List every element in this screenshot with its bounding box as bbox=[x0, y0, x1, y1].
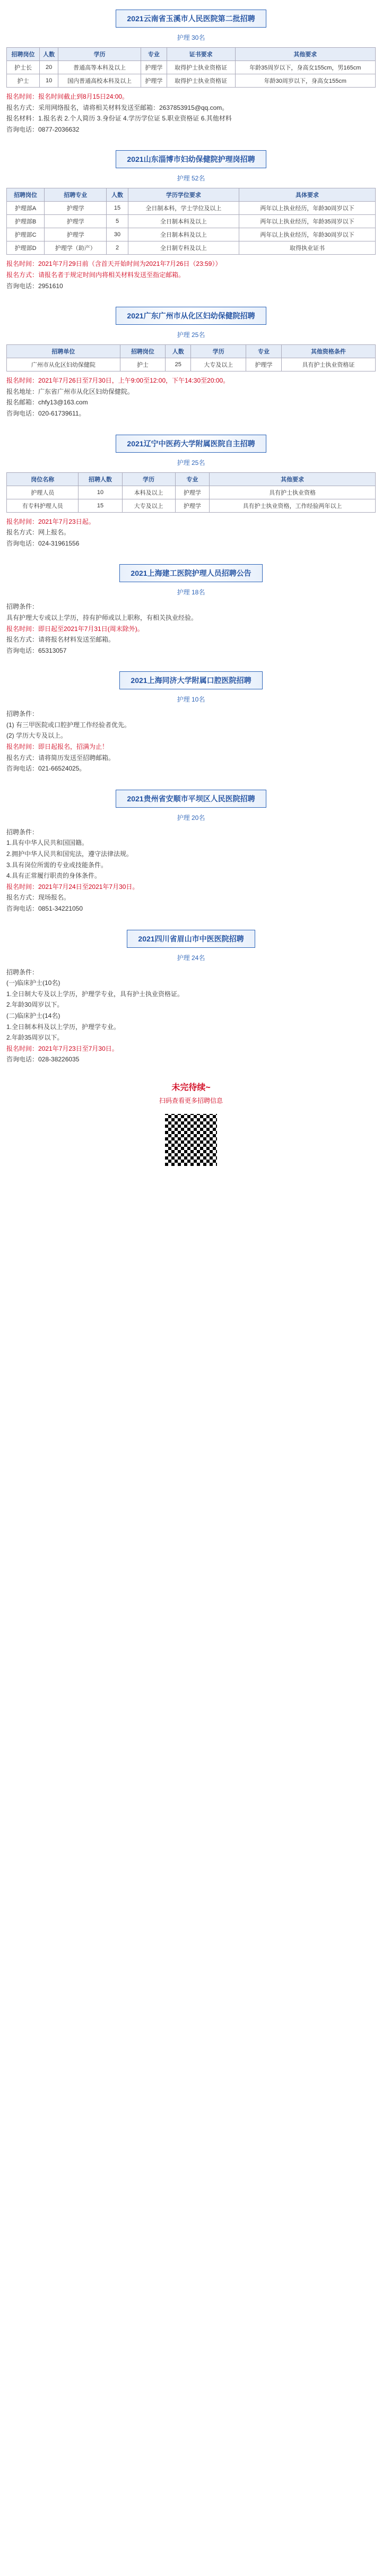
recruit-section bbox=[0, 141, 382, 297]
table-cell: 护理学 bbox=[45, 202, 107, 215]
section-title-wrap bbox=[6, 10, 376, 28]
table-cell: 护士 bbox=[7, 74, 40, 88]
info-line: 报名方式：现场报名。 bbox=[6, 894, 71, 902]
info-line: 报名时间：2021年7月26日至7月30日，上午9:00至12:00，下午14:30至20:00。 bbox=[6, 377, 230, 385]
table-row bbox=[7, 61, 376, 74]
info-line: 报名方式：请将报名材料发送至邮箱。 bbox=[6, 636, 115, 644]
info-line: 报名方式：请将简历发送至招聘邮箱。 bbox=[6, 754, 115, 762]
table-cell: 护理人员 bbox=[7, 486, 79, 499]
table-cell: 护理学 bbox=[45, 228, 107, 241]
table-cell: 15 bbox=[107, 202, 128, 215]
table-row bbox=[7, 228, 376, 241]
table-header: 专业 bbox=[246, 345, 282, 358]
table-cell: 国内普通高校本科及以上 bbox=[58, 74, 141, 88]
table-cell: 护理部B bbox=[7, 215, 45, 228]
info-line: 咨询电话：0877-2036632 bbox=[6, 125, 80, 133]
table-cell: 全日制本科及以上 bbox=[128, 215, 239, 228]
table-cell: 两年以上执业经历，年龄30周岁以下 bbox=[239, 202, 375, 215]
table-cell: 15 bbox=[79, 499, 122, 512]
table-cell: 25 bbox=[166, 358, 191, 371]
table-cell: 护理学 bbox=[246, 358, 282, 371]
info-line: 招聘条件： bbox=[6, 710, 39, 718]
section-title: 2021四川省眉山市中医医院招聘 bbox=[127, 930, 255, 948]
table-cell: 全日制本科及以上 bbox=[128, 228, 239, 241]
table-header: 学历 bbox=[191, 345, 246, 358]
info-line: 招聘条件： bbox=[6, 828, 39, 836]
table-row bbox=[7, 241, 376, 255]
table-cell: 两年以上执业经历，年龄30周岁以下 bbox=[239, 228, 375, 241]
section-title-wrap bbox=[6, 150, 376, 168]
table-cell: 具有护士执业资格 bbox=[210, 486, 376, 499]
footer bbox=[0, 1071, 382, 1196]
table-header: 人数 bbox=[40, 48, 58, 61]
info-line: 1.全日制大专及以上学历，护理学专业，具有护士执业资格证。 bbox=[6, 990, 184, 998]
info-line: 2.年龄35周岁以下。 bbox=[6, 1034, 64, 1042]
info-line: 报名时间：2021年7月24日至2021年7月30日。 bbox=[6, 883, 139, 891]
info-line: 2.年龄30周岁以下。 bbox=[6, 1001, 64, 1009]
recruit-table bbox=[6, 47, 376, 88]
table-header: 学历学位要求 bbox=[128, 188, 239, 202]
table-row bbox=[7, 202, 376, 215]
table-row bbox=[7, 486, 376, 499]
section-subtitle: 护理 52名 bbox=[177, 175, 205, 183]
info-line: 报名时间：即日起报名，招满为止！ bbox=[6, 743, 109, 751]
table-cell: 护理部D bbox=[7, 241, 45, 255]
table-header: 人数 bbox=[166, 345, 191, 358]
table-row bbox=[7, 358, 376, 371]
table-header: 岗位名称 bbox=[7, 472, 79, 486]
table-cell: 取得执业证书 bbox=[239, 241, 375, 255]
info-line: 咨询电话：021-66524025。 bbox=[6, 765, 86, 773]
info-line: 1.具有中华人民共和国国籍。 bbox=[6, 839, 89, 847]
section-title: 2021上海同济大学附属口腔医院招聘 bbox=[119, 671, 262, 689]
section-title: 2021贵州省安顺市平坝区人民医院招聘 bbox=[116, 790, 266, 808]
section-title: 2021上海建工医院护理人员招聘公告 bbox=[119, 564, 262, 582]
table-cell: 大专及以上 bbox=[191, 358, 246, 371]
info-line: 咨询电话：028-38226035 bbox=[6, 1056, 80, 1064]
recruit-table bbox=[6, 472, 376, 513]
section-subtitle: 护理 10名 bbox=[177, 696, 205, 704]
section-subtitle: 护理 18名 bbox=[177, 589, 205, 597]
table-cell: 20 bbox=[40, 61, 58, 74]
table-cell: 有专科护理人员 bbox=[7, 499, 79, 512]
table-cell: 5 bbox=[107, 215, 128, 228]
table-header: 招聘岗位 bbox=[7, 48, 40, 61]
recruit-section bbox=[0, 425, 382, 555]
table-header: 招聘人数 bbox=[79, 472, 122, 486]
info-line: 招聘条件： bbox=[6, 968, 39, 976]
section-title-wrap bbox=[6, 564, 376, 582]
info-line: 2.拥护中华人民共和国宪法，遵守法律法规。 bbox=[6, 850, 133, 858]
table-header: 招聘单位 bbox=[7, 345, 120, 358]
section-title-wrap bbox=[6, 307, 376, 325]
info-line: 报名材料：1.报名表 2.个人简历 3.身份证 4.学历学位证 5.职业资格证 6.其他材料 bbox=[6, 115, 232, 123]
table-cell: 取得护士执业资格证 bbox=[167, 61, 235, 74]
info-line: 报名时间：2021年7月23日起。 bbox=[6, 517, 95, 525]
table-cell: 年龄35周岁以下，身高女155cm，男165cm bbox=[235, 61, 375, 74]
info-line: 咨询电话：65313057 bbox=[6, 646, 67, 654]
info-line: 报名时间：即日起至2021年7月31日(周末除外)。 bbox=[6, 625, 144, 633]
table-cell: 护理学（助产） bbox=[45, 241, 107, 255]
info-line: 报名邮箱：chfy13@163.com bbox=[6, 399, 88, 407]
table-header: 学历 bbox=[122, 472, 175, 486]
info-line: 咨询电话：2951610 bbox=[6, 282, 63, 290]
table-cell: 普通高等本科及以上 bbox=[58, 61, 141, 74]
footer-subtitle: 扫码查看更多招聘信息 bbox=[159, 1096, 223, 1104]
table-cell: 取得护士执业资格证 bbox=[167, 74, 235, 88]
section-title-wrap bbox=[6, 671, 376, 689]
table-cell: 护理学 bbox=[175, 499, 210, 512]
table-cell: 具有护士执业资格证 bbox=[281, 358, 375, 371]
table-cell: 护理学 bbox=[141, 74, 167, 88]
info-line: 3.具有岗位所需的专业或技能条件。 bbox=[6, 861, 108, 869]
table-cell: 护理学 bbox=[45, 215, 107, 228]
table-cell: 2 bbox=[107, 241, 128, 255]
table-cell: 广州市从化区妇幼保健院 bbox=[7, 358, 120, 371]
section-subtitle: 护理 20名 bbox=[177, 814, 205, 822]
table-row bbox=[7, 74, 376, 88]
section-title: 2021云南省玉溪市人民医院第二批招聘 bbox=[116, 10, 266, 28]
info-line: 咨询电话：020-61739611。 bbox=[6, 409, 85, 417]
table-header: 人数 bbox=[107, 188, 128, 202]
table-cell: 护士 bbox=[120, 358, 165, 371]
recruit-section bbox=[0, 662, 382, 780]
info-line: 具有护理大专或以上学历，持有护师或以上职称，有相关执业经验。 bbox=[6, 613, 198, 621]
table-cell: 全日制本科，学士学位及以上 bbox=[128, 202, 239, 215]
table-cell: 护理学 bbox=[141, 61, 167, 74]
table-cell: 护理部C bbox=[7, 228, 45, 241]
table-row bbox=[7, 215, 376, 228]
table-cell: 大专及以上 bbox=[122, 499, 175, 512]
recruit-section bbox=[0, 555, 382, 662]
table-cell: 10 bbox=[79, 486, 122, 499]
section-title: 2021辽宁中医药大学附属医院自主招聘 bbox=[116, 435, 266, 453]
info-line: (1) 有三甲医院或口腔护理工作经验者优先。 bbox=[6, 721, 131, 729]
info-line: 报名方式：请报名者于规定时间内将相关材料发送至指定邮箱。 bbox=[6, 271, 185, 279]
section-subtitle: 护理 25名 bbox=[177, 459, 205, 466]
qr-code-icon[interactable] bbox=[162, 1111, 220, 1169]
info-line: 1.全日制本科及以上学历，护理学专业。 bbox=[6, 1023, 120, 1031]
table-cell: 10 bbox=[40, 74, 58, 88]
table-row bbox=[7, 499, 376, 512]
table-header: 其他资格条件 bbox=[281, 345, 375, 358]
table-header: 学历 bbox=[58, 48, 141, 61]
table-cell: 护士长 bbox=[7, 61, 40, 74]
recruit-section bbox=[0, 297, 382, 425]
table-header: 专业 bbox=[175, 472, 210, 486]
section-title-wrap bbox=[6, 790, 376, 808]
info-line: 报名地址：广东省广州市从化区妇幼保健院。 bbox=[6, 387, 134, 395]
section-subtitle: 护理 25名 bbox=[177, 331, 205, 339]
table-cell: 具有护士执业资格，工作经验两年以上 bbox=[210, 499, 376, 512]
table-cell: 全日制专科及以上 bbox=[128, 241, 239, 255]
info-line: 报名时间：2021年7月29日前（含首天开始时间为2021年7月26日（23:59）） bbox=[6, 260, 222, 268]
info-line: (一)临床护士(10名) bbox=[6, 979, 60, 987]
section-title-wrap bbox=[6, 930, 376, 948]
table-cell: 护理部A bbox=[7, 202, 45, 215]
info-line: 报名时间：2021年7月23日至7月30日。 bbox=[6, 1044, 118, 1052]
table-cell: 两年以上执业经历，年龄35周岁以下 bbox=[239, 215, 375, 228]
info-line: 报名时间：报名时间截止到8月15日24:00。 bbox=[6, 93, 129, 100]
table-cell: 本科及以上 bbox=[122, 486, 175, 499]
info-line: 报名方式：采用网络报名，请将相关材料发送至邮箱：2637853915@qq.com。 bbox=[6, 103, 229, 111]
table-header: 招聘专业 bbox=[45, 188, 107, 202]
recruit-table bbox=[6, 344, 376, 371]
table-header: 招聘岗位 bbox=[7, 188, 45, 202]
table-header: 具体要求 bbox=[239, 188, 375, 202]
section-subtitle: 护理 24名 bbox=[177, 954, 205, 962]
info-line: 咨询电话：0851-34221050 bbox=[6, 905, 83, 912]
table-header: 其他要求 bbox=[210, 472, 376, 486]
table-cell: 年龄30周岁以下，身高女155cm bbox=[235, 74, 375, 88]
table-header: 招聘岗位 bbox=[120, 345, 165, 358]
recruit-section bbox=[0, 0, 382, 141]
info-line: (2) 学历大专及以上。 bbox=[6, 732, 67, 740]
table-cell: 30 bbox=[107, 228, 128, 241]
section-subtitle: 护理 30名 bbox=[177, 34, 205, 41]
info-line: 4.具有正常履行职责的身体条件。 bbox=[6, 872, 101, 880]
table-header: 专业 bbox=[141, 48, 167, 61]
section-title-wrap bbox=[6, 435, 376, 453]
info-line: 咨询电话：024-31961556 bbox=[6, 539, 80, 547]
page bbox=[0, 0, 382, 1071]
recruit-table bbox=[6, 188, 376, 255]
section-title: 2021广东广州市从化区妇幼保健院招聘 bbox=[116, 307, 266, 325]
recruit-section bbox=[0, 920, 382, 1071]
table-header: 证书要求 bbox=[167, 48, 235, 61]
table-cell: 护理学 bbox=[175, 486, 210, 499]
footer-title: 未完待续~ bbox=[171, 1083, 211, 1092]
recruit-section bbox=[0, 780, 382, 920]
info-line: 招聘条件： bbox=[6, 603, 39, 611]
info-line: (二)临床护士(14名) bbox=[6, 1012, 60, 1019]
table-header: 其他要求 bbox=[235, 48, 375, 61]
section-title: 2021山东淄博市妇幼保健院护理岗招聘 bbox=[116, 150, 266, 168]
info-line: 报名方式：网上报名。 bbox=[6, 529, 71, 537]
